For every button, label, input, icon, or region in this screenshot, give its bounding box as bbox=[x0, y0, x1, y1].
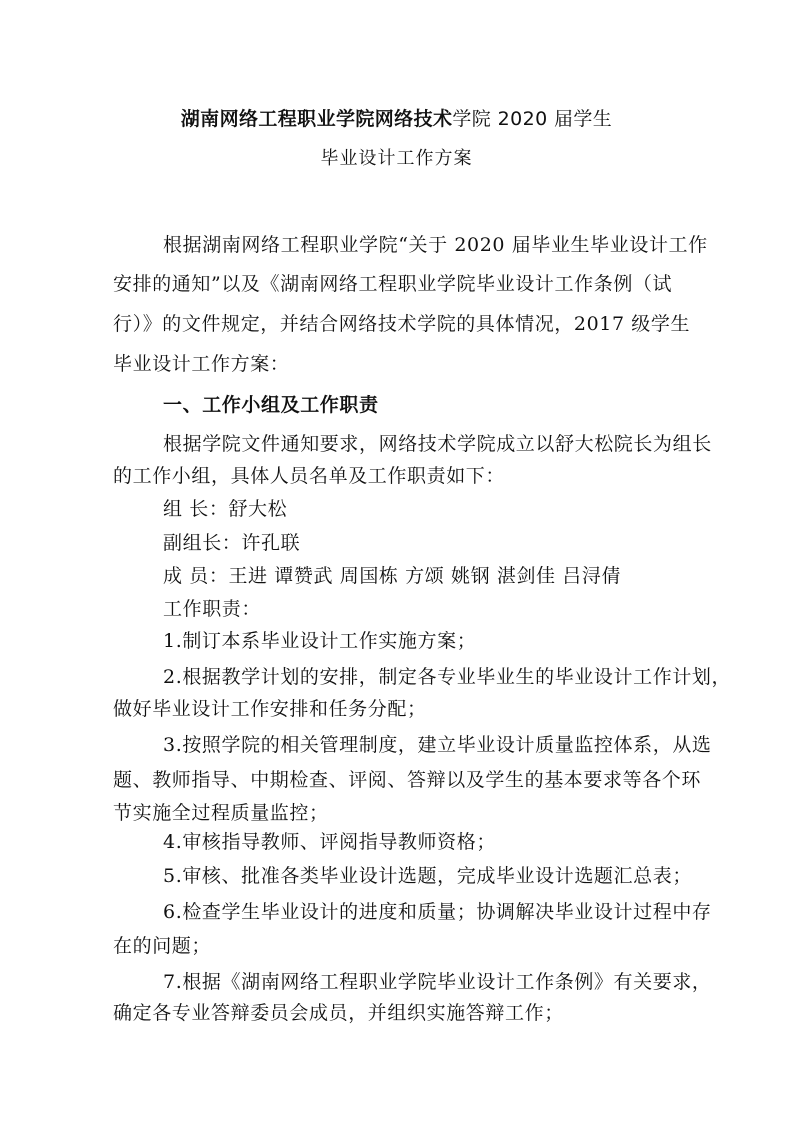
duty-line-10: 在的问题； bbox=[113, 935, 212, 957]
title-bold-part: 湖南网络工程职业学院网络技术 bbox=[180, 108, 453, 130]
duty-line-6: 节实施全过程质量监控； bbox=[113, 802, 329, 824]
leader-line: 组 长：舒大松 bbox=[163, 498, 288, 520]
title-normal-part: 学院 2020 届学生 bbox=[452, 108, 613, 130]
duty-line-1: 1.制订本系毕业设计工作实施方案； bbox=[163, 630, 477, 652]
deputy-leader-line: 副组长：许孔联 bbox=[163, 532, 301, 554]
section1-intro-line-2: 的工作小组，具体人员名单及工作职责如下： bbox=[113, 465, 506, 487]
duty-line-9: 6.检查学生毕业设计的进度和质量；协调解决毕业设计过程中存 bbox=[163, 901, 712, 923]
duty-line-11: 7.根据《湖南网络工程职业学院毕业设计工作条例》有关要求， bbox=[163, 971, 712, 993]
duty-line-8: 5.审核、批准各类毕业设计选题，完成毕业设计选题汇总表； bbox=[163, 865, 692, 887]
intro-line-1: 根据湖南网络工程职业学院“关于 2020 届毕业生毕业设计工作 bbox=[163, 234, 708, 256]
section-heading-1: 一、工作小组及工作职责 bbox=[163, 394, 379, 416]
intro-line-3: 行）》的文件规定，并结合网络技术学院的具体情况，2017 级学生 bbox=[113, 313, 691, 335]
members-line: 成 员：王进 谭赞武 周国栋 方颂 姚钢 湛剑佳 吕浔倩 bbox=[163, 565, 622, 587]
intro-line-2: 安排的通知”以及《湖南网络工程职业学院毕业设计工作条例（试 bbox=[113, 273, 673, 295]
duties-label: 工作职责： bbox=[163, 598, 262, 620]
duty-line-2: 2.根据教学计划的安排，制定各专业毕业生的毕业设计工作计划， bbox=[163, 666, 732, 688]
page-subtitle: 毕业设计工作方案 bbox=[320, 148, 473, 169]
intro-line-4: 毕业设计工作方案： bbox=[113, 353, 290, 375]
duty-line-3: 做好毕业设计工作安排和任务分配； bbox=[113, 698, 427, 720]
duty-line-4: 3.按照学院的相关管理制度，建立毕业设计质量监控体系，从选 bbox=[163, 734, 712, 756]
section1-intro-line-1: 根据学院文件通知要求，网络技术学院成立以舒大松院长为组长 bbox=[163, 433, 712, 455]
duty-line-5: 题、教师指导、中期检查、评阅、答辩以及学生的基本要求等各个环 bbox=[113, 769, 702, 791]
page-title bbox=[0, 107, 793, 131]
duty-line-12: 确定各专业答辩委员会成员，并组织实施答辩工作； bbox=[113, 1002, 564, 1024]
duty-line-7: 4.审核指导教师、评阅指导教师资格； bbox=[163, 831, 496, 853]
